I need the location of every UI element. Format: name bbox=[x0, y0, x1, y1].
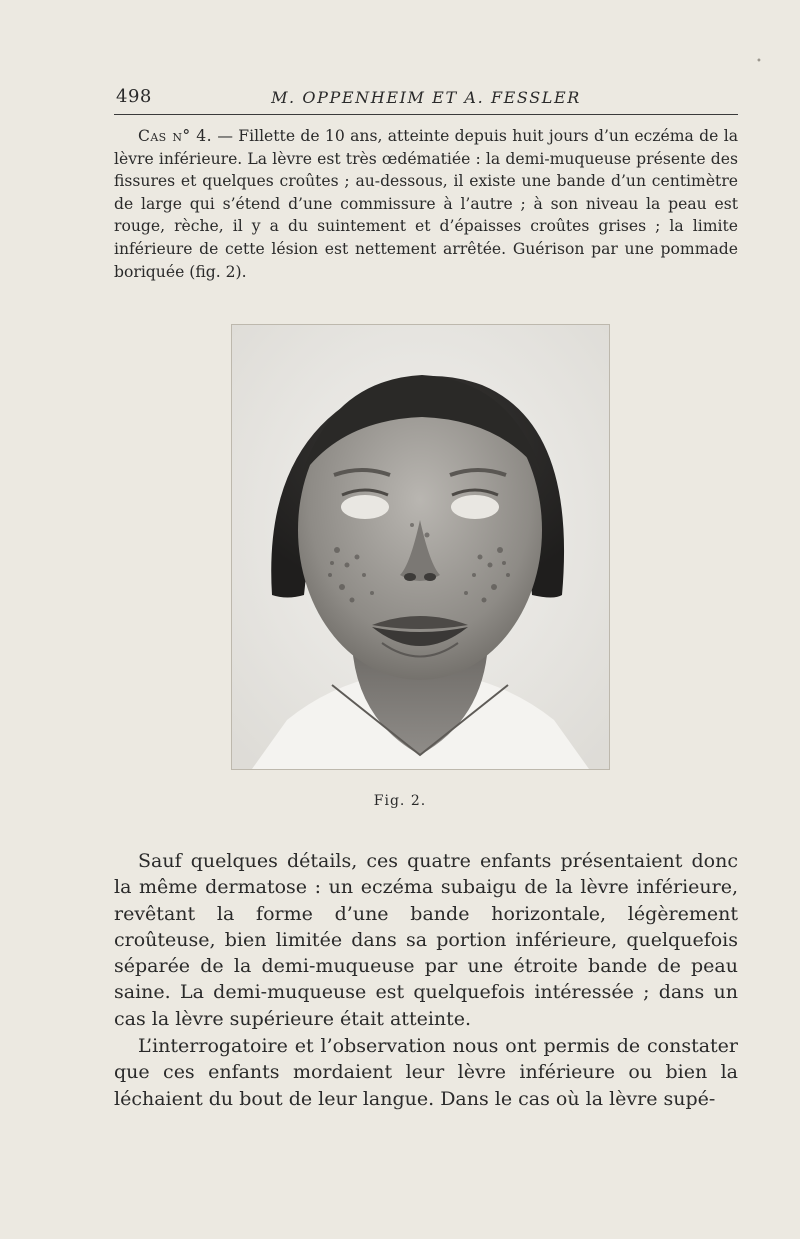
running-head: M. OPPENHEIM ET A. FESSLER bbox=[271, 88, 581, 107]
body-paragraph-1: Sauf quelques détails, ces quatre enfants présentaient donc la même dermatose : un eczéma subaigu de la lèvre inférieure, revêtant la forme d’une bande horizontale, légèrement croûteuse, bien limitée dans sa portion inférieure, quelquefois séparée de la demi-muqueuse par une étroite bande de peau saine. La demi-muqueuse est quelquefois intéressée ; dans un cas la lèvre supérieure était atteinte. bbox=[114, 850, 738, 1030]
figure-photograph bbox=[231, 324, 610, 770]
case-text: — Fillette de 10 ans, atteinte depuis huit jours d’un eczéma de la lèvre inférieure. La lèvre est très œdématiée : la demi-muqueuse présente des fissures et quelques croûtes ; au-dessous, il existe une bande d’un centimètre de large qui s’étend d’une commissure à l’autre ; à son niveau la peau est rouge, rèche, il y a du suintement et d’épaisses croûtes grises ; la limite inférieure de cette lésion est nettement arrêtée. Guérison par une pommade boriquée (fig. 2). bbox=[114, 127, 738, 281]
page-header bbox=[114, 84, 738, 115]
body-paragraph-2: L’interrogatoire et l’observation nous ont permis de constater que ces enfants mordaient leur lèvre inférieure ou bien la léchaient du bout de leur langue. Dans le cas où la lèvre supé- bbox=[114, 1035, 738, 1110]
figure-caption: Fig. 2. bbox=[373, 793, 427, 809]
edge-speck: • bbox=[756, 56, 762, 67]
case-paragraph bbox=[114, 125, 738, 283]
portrait-image bbox=[232, 325, 609, 769]
page-number: 498 bbox=[116, 86, 152, 107]
case-label: Cas n° 4. bbox=[138, 127, 212, 145]
